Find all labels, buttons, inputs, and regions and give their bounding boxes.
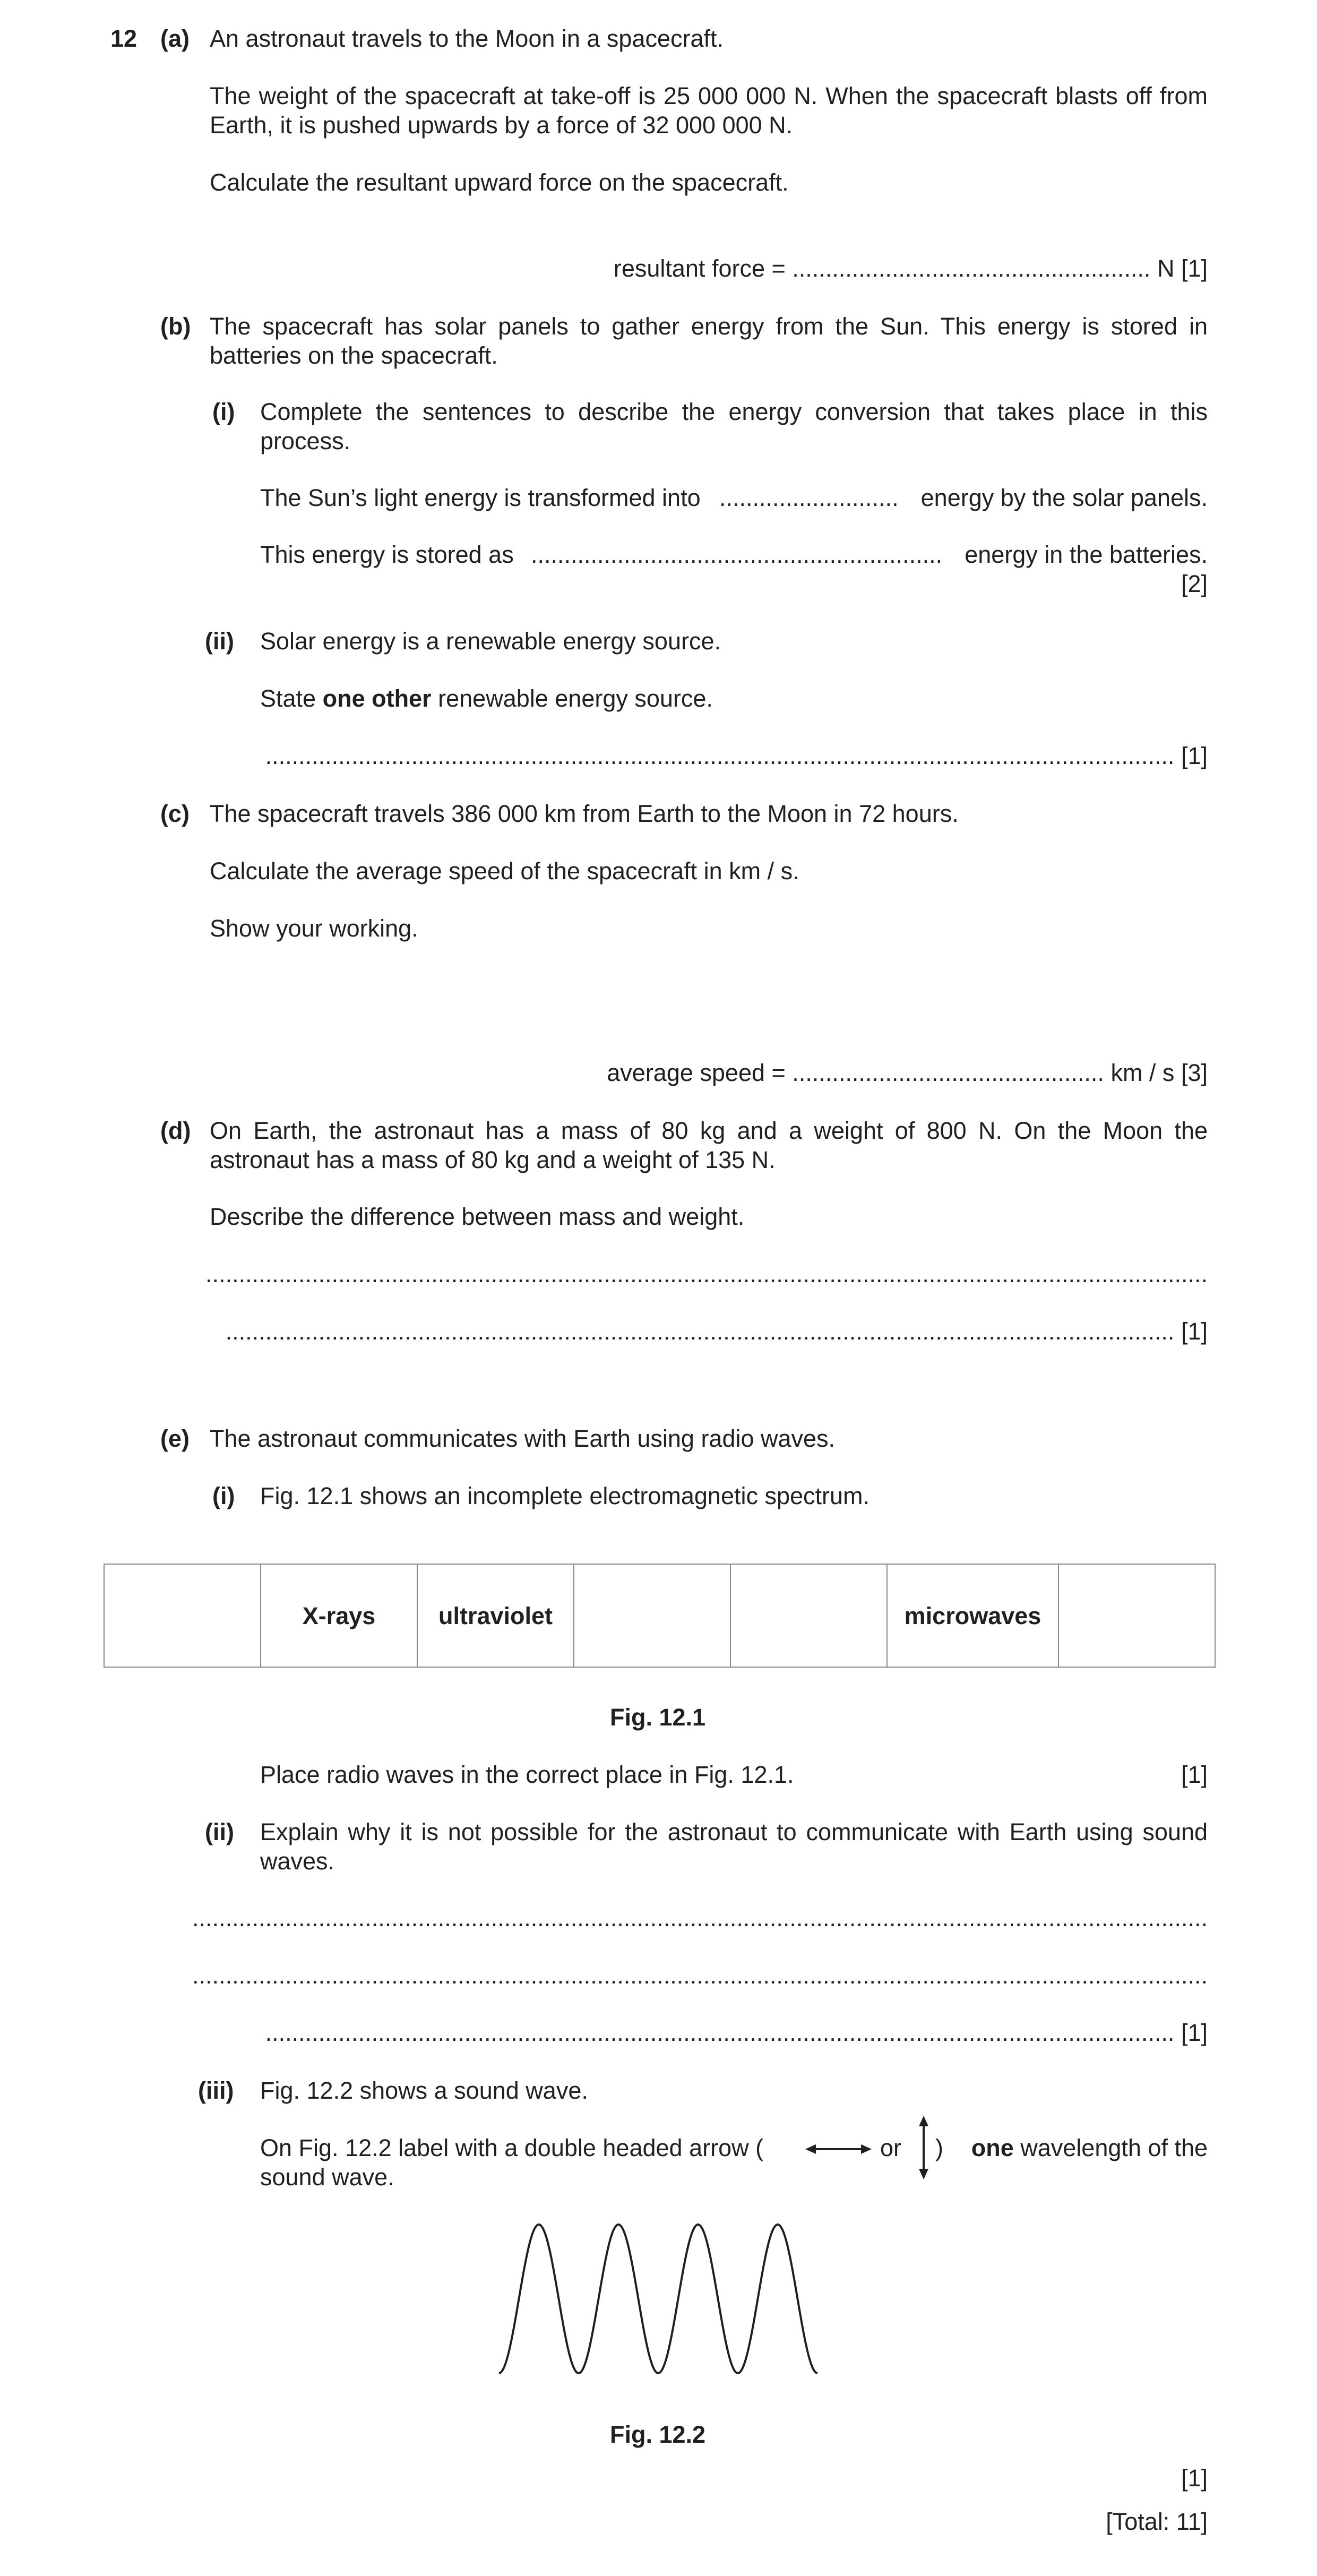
marks: [1] — [1181, 1761, 1208, 1788]
part-a-answer-line[interactable] — [614, 254, 1208, 283]
part-d-answer-line[interactable] — [226, 1317, 1208, 1346]
part-e-i-text: Fig. 12.1 shows an incomplete electromagnetic spectrum. — [260, 1482, 870, 1509]
part-d-label: (d) — [160, 1117, 191, 1144]
sound-wave-figure[interactable] — [494, 2219, 823, 2378]
answer-label: resultant force = — [613, 255, 786, 282]
part-e-i-label: (i) — [212, 1482, 235, 1509]
spectrum-cell-blank-3[interactable] — [730, 1564, 887, 1667]
vertical-double-arrow-icon — [916, 2116, 932, 2179]
part-a-label: (a) — [160, 25, 190, 52]
part-c-working: Show your working. — [210, 915, 418, 942]
part-e-i-place: Place radio waves in the correct place in Fig. 12.1. — [260, 1761, 794, 1788]
part-e-iii-text: Fig. 12.2 shows a sound wave. — [260, 2077, 588, 2104]
em-spectrum-table — [104, 1564, 1216, 1668]
sentence-2-end: energy in the batteries. — [965, 541, 1208, 568]
part-a-instruction: Calculate the resultant upward force on the spacecraft. — [210, 169, 789, 196]
part-b-label: (b) — [160, 313, 191, 340]
spectrum-cell-blank-2[interactable] — [574, 1564, 730, 1667]
sentence-2-blank[interactable]: .............................................................. — [531, 541, 943, 568]
part-a-intro: An astronaut travels to the Moon in a spacecraft. — [210, 25, 724, 52]
part-c-label: (c) — [160, 800, 190, 827]
part-b-i-label: (i) — [212, 398, 235, 425]
answer-unit: km / s — [1111, 1059, 1175, 1086]
part-e-iii-instr-line2: sound wave. — [260, 2163, 394, 2191]
marks: [2] — [1181, 570, 1208, 597]
answer-dots[interactable]: ......................................................................................................................................................... — [192, 1904, 1208, 1931]
part-a-paragraph: The weight of the spacecraft at take-off is 25 000 000 N. When the spacecraft blasts off from Earth, it is pushed upwards by a force of 32 000 000 N. — [210, 82, 1208, 139]
part-e-iii-instr-start: On Fig. 12.2 label with a double headed arrow ( — [260, 2134, 764, 2161]
spectrum-cell-ultraviolet: ultraviolet — [417, 1564, 574, 1667]
part-e-iii-label: (iii) — [198, 2077, 234, 2104]
part-e-iii-instr-end: one wavelength of the — [971, 2134, 1208, 2161]
horizontal-double-arrow-icon — [805, 2139, 872, 2160]
spectrum-cell-microwaves: microwaves — [887, 1564, 1058, 1667]
part-c-text: The spacecraft travels 386 000 km from Earth to the Moon in 72 hours. — [210, 800, 959, 827]
answer-dots[interactable]: ......................................................................................................................................... — [265, 2019, 1175, 2046]
figure-12-2-caption: Fig. 12.2 — [610, 2421, 706, 2448]
part-b-ii-text: Solar energy is a renewable energy source. — [260, 628, 721, 655]
answer-dots[interactable]: ............................................... — [792, 1059, 1104, 1086]
spectrum-cell-blank-4[interactable] — [1058, 1564, 1215, 1667]
sentence-2-start: This energy is stored as — [260, 541, 514, 568]
part-e-iii-instr-or: or — [880, 2134, 902, 2161]
part-e-ii-answer-line[interactable] — [265, 2018, 1208, 2047]
part-e-iii-instr-close: ) — [935, 2134, 943, 2161]
answer-dots[interactable]: ......................................................................................................................................... — [265, 742, 1175, 769]
marks: [1] — [1181, 2019, 1208, 2046]
marks: [3] — [1181, 1059, 1208, 1086]
question-number: 12 — [110, 25, 137, 52]
spectrum-cell-blank-1[interactable] — [104, 1564, 261, 1667]
part-b-ii-label: (ii) — [205, 628, 234, 655]
answer-dots[interactable]: ......................................................................................................................................................... — [192, 1962, 1208, 1989]
part-e-text: The astronaut communicates with Earth using radio waves. — [210, 1425, 836, 1452]
sentence-1-blank[interactable]: ........................... — [719, 484, 899, 511]
answer-label: average speed = — [607, 1059, 786, 1086]
part-d-text: On Earth, the astronaut has a mass of 80 kg and a weight of 800 N. On the Moon the astronaut has a mass of 80 kg and a weight of 135 N. — [210, 1117, 1208, 1173]
figure-12-1-caption: Fig. 12.1 — [610, 1704, 706, 1731]
sentence-1-end: energy by the solar panels. — [920, 484, 1208, 511]
part-e-ii-label: (ii) — [205, 1818, 234, 1845]
sentence-1-start: The Sun’s light energy is transformed into — [260, 484, 701, 511]
answer-dots[interactable]: ....................................................................................................................................................... — [205, 1260, 1208, 1287]
part-e-label: (e) — [160, 1425, 190, 1452]
marks: [1] — [1181, 1318, 1208, 1345]
answer-dots[interactable]: ............................................................................................................................................... — [225, 1318, 1175, 1345]
part-b-intro: The spacecraft has solar panels to gather energy from the Sun. This energy is stored in batteries on the spacecraft. — [210, 313, 1208, 369]
total-marks: [Total: 11] — [1106, 2508, 1208, 2535]
answer-dots[interactable]: ...................................................... — [792, 255, 1151, 282]
part-b-ii-answer-line[interactable] — [265, 741, 1208, 770]
part-b-ii-state: State one other renewable energy source. — [260, 685, 713, 712]
marks: [1] — [1181, 255, 1208, 282]
answer-unit: N — [1157, 255, 1175, 282]
marks: [1] — [1181, 742, 1208, 769]
spectrum-cell-x-rays: X-rays — [261, 1564, 417, 1667]
part-c-instruction: Calculate the average speed of the spacecraft in km / s. — [210, 857, 799, 885]
sound-wave-curve[interactable] — [499, 2225, 817, 2373]
marks: [1] — [1181, 2465, 1208, 2492]
part-e-ii-text: Explain why it is not possible for the astronaut to communicate with Earth using sound waves. — [260, 1818, 1208, 1875]
part-b-i-text: Complete the sentences to describe the energy conversion that takes place in this process. — [260, 398, 1208, 454]
part-d-instruction: Describe the difference between mass and weight. — [210, 1203, 745, 1230]
part-c-answer-line[interactable] — [607, 1058, 1208, 1087]
